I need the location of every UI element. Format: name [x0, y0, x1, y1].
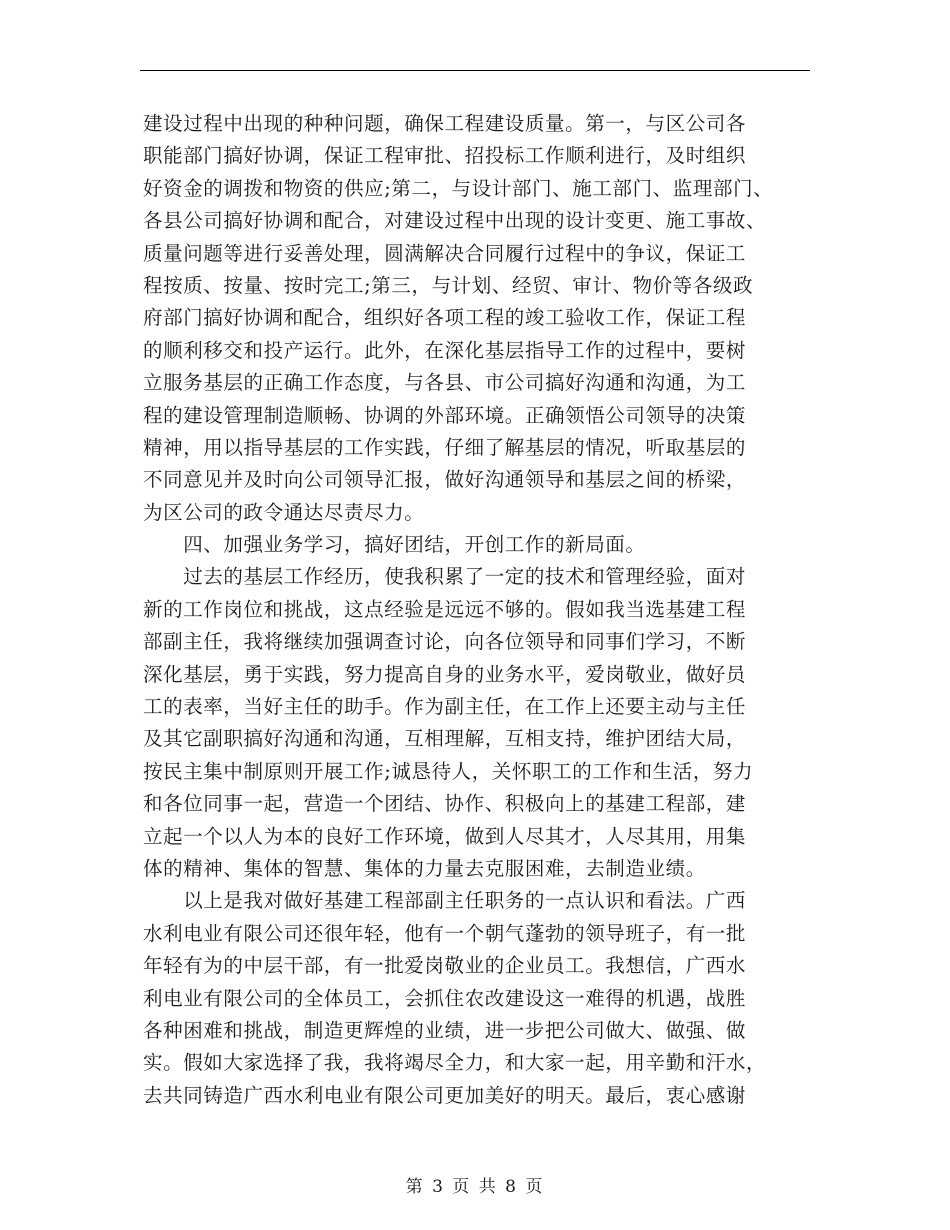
page-number-footer: 第 3 页 共 8 页: [405, 1177, 545, 1197]
text-line: 府部门搞好协调和配合，组织好各项工程的竣工验收工作，保证工程: [143, 306, 747, 330]
text-line: 水利电业有限公司还很年轻，他有一个朝气蓬勃的领导班子，有一批: [143, 921, 747, 945]
text-line: 按民主集中制原则开展工作;诚恳待人，关怀职工的工作和生活，努力: [143, 759, 754, 783]
text-line: 各县公司搞好协调和配合，对建设过程中出现的设计变更、施工事故、: [143, 209, 767, 233]
text-line: 程的建设管理制造顺畅、协调的外部环境。正确领悟公司领导的决策: [143, 403, 747, 427]
text-line: 建设过程中出现的种种问题，确保工程建设质量。第一，与区公司各: [143, 112, 747, 135]
text-line: 部副主任，我将继续加强调查讨论，向各位领导和同事们学习，不断: [143, 630, 747, 654]
text-line: 深化基层，勇于实践，努力提高自身的业务水平，爱岗敬业，做好员: [143, 662, 747, 686]
text-line: 和各位同事一起，营造一个团结、协作、积极向上的基建工程部，建: [143, 792, 747, 816]
text-line: 及其它副职搞好沟通和沟通，互相理解，互相支持，维护团结大局，: [143, 727, 747, 751]
text-line: 利电业有限公司的全体员工，会抓住农改建设这一难得的机遇，战胜: [143, 986, 747, 1010]
text-line: 立服务基层的正确工作态度，与各县、市公司搞好沟通和沟通，为工: [143, 371, 747, 395]
text-line: 工的表率，当好主任的助手。作为副主任，在工作上还要主动与主任: [143, 695, 747, 719]
text-line: 的顺利移交和投产运行。此外，在深化基层指导工作的过程中，要树: [143, 338, 747, 362]
text-line: 职能部门搞好协调，保证工程审批、招投标工作顺利进行，及时组织: [143, 144, 747, 168]
text-line: 精神，用以指导基层的工作实践，仔细了解基层的情况，听取基层的: [143, 435, 747, 459]
text-line: 去共同铸造广西水利电业有限公司更加美好的明天。最后，衷心感谢: [143, 1083, 747, 1107]
text-line: 程按质、按量、按时完工;第三，与计划、经贸、审计、物价等各级政: [143, 273, 754, 297]
section-heading: 四、加强业务学习，搞好团结，开创工作的新局面。: [143, 533, 646, 557]
text-line: 立起一个以人为本的良好工作环境，做到人尽其才，人尽其用，用集: [143, 824, 747, 848]
text-line: 年轻有为的中层干部，有一批爱岗敬业的企业员工。我想信，广西水: [143, 954, 747, 978]
text-line: 为区公司的政令通达尽责尽力。: [143, 500, 425, 524]
text-line: 不同意见并及时向公司领导汇报，做好沟通领导和基层之间的桥梁，: [143, 468, 747, 492]
text-line: 各种困难和挑战，制造更辉煌的业绩，进一步把公司做大、做强、做: [143, 1018, 747, 1042]
text-line: 以上是我对做好基建工程部副主任职务的一点认识和看法。广西: [143, 889, 747, 913]
document-body: [143, 108, 823, 1112]
text-line: 好资金的调拨和物资的供应;第二，与设计部门、施工部门、监理部门、: [143, 176, 774, 200]
text-line: 实。假如大家选择了我，我将竭尽全力，和大家一起，用辛勤和汗水，: [143, 1051, 767, 1075]
text-line: 新的工作岗位和挑战，这点经验是远远不够的。假如我当选基建工程: [143, 597, 747, 621]
text-line: 过去的基层工作经历，使我积累了一定的技术和管理经验，面对: [143, 565, 747, 589]
header-rule: [140, 70, 810, 71]
text-line: 体的精神、集体的智慧、集体的力量去克服困难，去制造业绩。: [143, 856, 706, 880]
text-line: 质量问题等进行妥善处理，圆满解决合同履行过程中的争议，保证工: [143, 241, 747, 265]
